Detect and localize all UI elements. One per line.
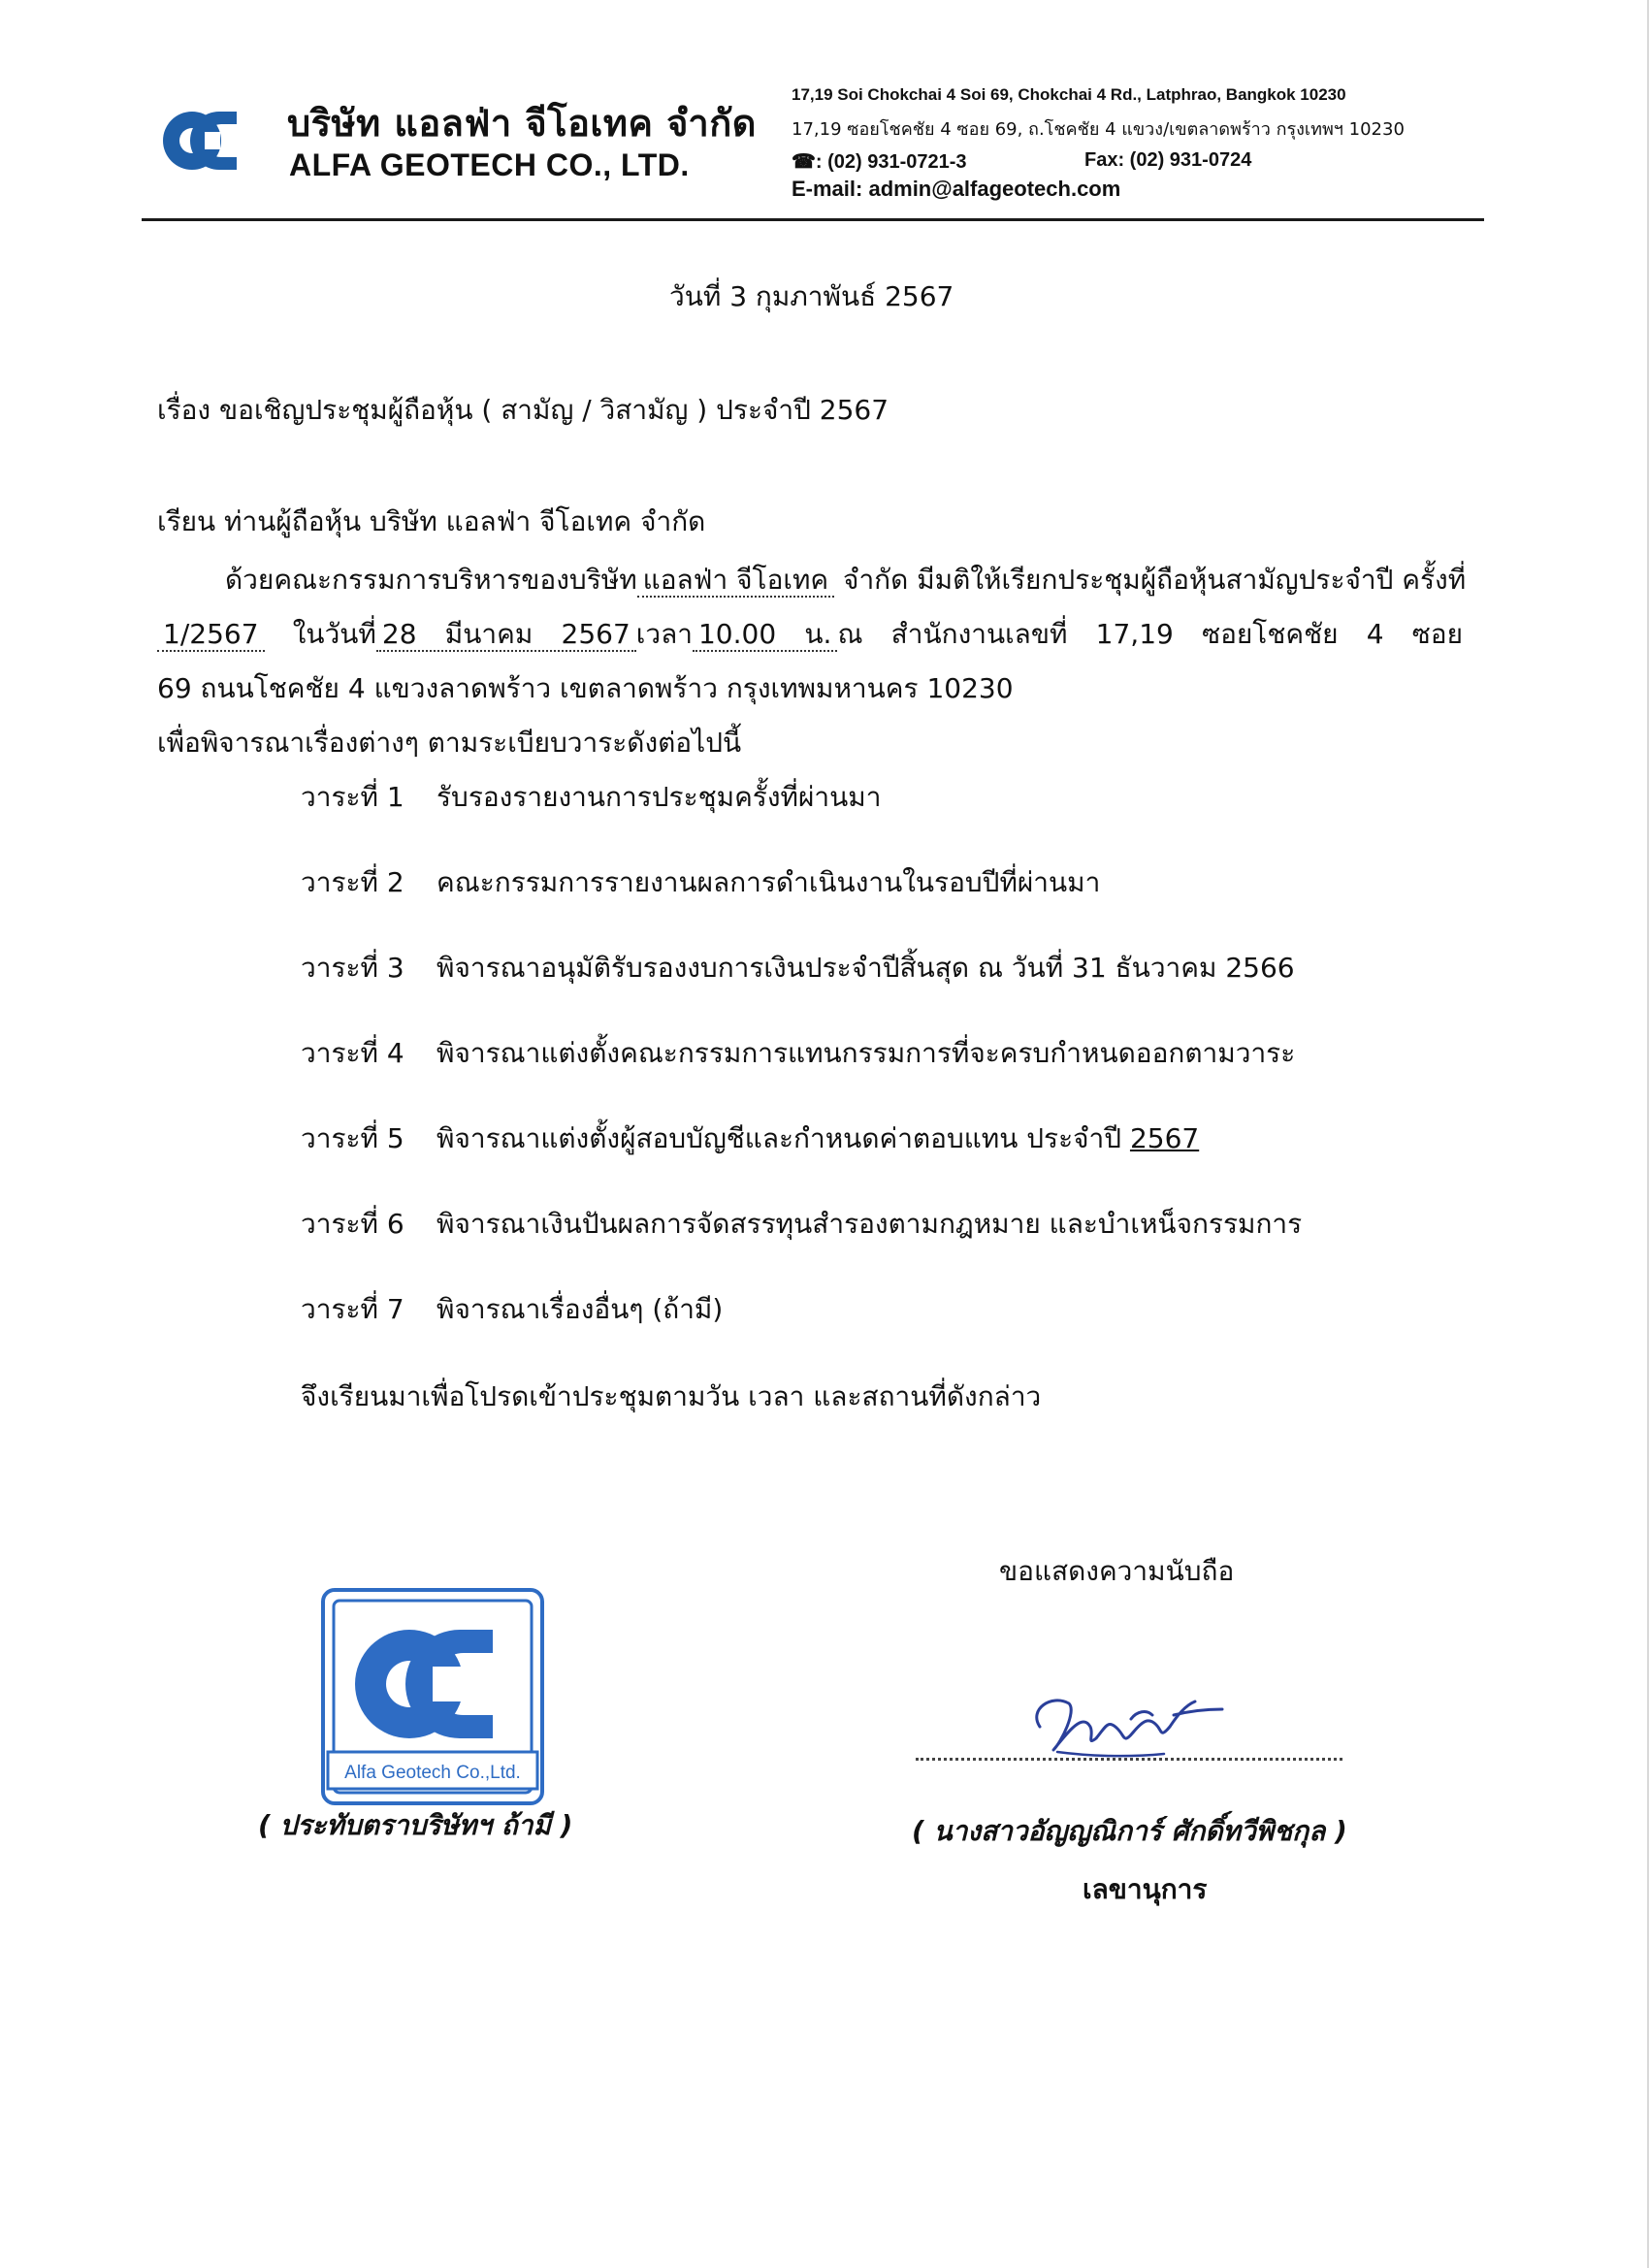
agenda-item [301,1032,1295,1075]
company-logo-icon [163,103,256,178]
signer-position: เลขานุการ [1083,1873,1208,1905]
agenda-text: พิจารณาอนุมัติรับรองงบการเงินประจำปีสิ้นสุด ณ วันที่ 31 ธันวาคม 2566 [436,952,1295,984]
agenda-number: วาระที่ 7 [301,1293,404,1325]
body-text: ณ สำนักงานเลขที่ 17,19 ซอยโชคชัย 4 ซอย [837,618,1464,650]
body-line-3: 69 ถนนโชคชัย 4 แขวงลาดพร้าว เขตลาดพร้าว กรุงเทพมหานคร 10230 [157,672,1014,704]
body-paragraph [157,553,1467,770]
body-text: ในวันที่ [264,618,376,650]
address-english: 17,19 Soi Chokchai 4 Soi 69, Chokchai 4 Rd., Latphrao, Bangkok 10230 [792,85,1346,104]
body-line-4: เพื่อพิจารณาเรื่องต่างๆ ตามระเบียบวาระดังต่อไปนี้ [157,727,742,759]
email: E-mail: admin@alfageotech.com [792,177,1121,201]
meeting-number-fill: 1/2567 [157,618,265,652]
stamp-text: Alfa Geotech Co.,Ltd. [344,1763,521,1783]
agenda-text: คณะกรรมการรายงานผลการดำเนินงานในรอบปีที่ผ่านมา [436,866,1101,898]
letter-date: วันที่ 3 กุมภาพันธ์ 2567 [669,280,954,312]
signer-name: ( นางสาวอัญญณิการ์ ศักดิ์ทวีพิชกุล ) [912,1815,1347,1847]
agenda-text: รับรองรายงานการประชุมครั้งที่ผ่านมา [436,781,882,813]
meeting-date-fill: 28 มีนาคม 2567 [376,618,636,652]
agenda-number: วาระที่ 5 [301,1122,404,1154]
agenda-year: 2567 [1129,1122,1200,1154]
agenda-number: วาระที่ 3 [301,952,404,984]
signature-line [916,1758,1342,1761]
address-thai: 17,19 ซอยโชคชัย 4 ซอย 69, ถ.โชคชัย 4 แขวง/เขตลาดพร้าว กรุงเทพฯ 10230 [792,119,1405,140]
agenda-item [301,1118,1199,1160]
stamp-caption: ( ประทับตราบริษัทฯ ถ้ามี ) [258,1809,573,1841]
closing-sentence: จึงเรียนมาเพื่อโปรดเข้าประชุมตามวัน เวลา และสถานที่ดังกล่าว [301,1380,1042,1412]
body-line-1 [157,553,1467,607]
company-fill: แอลฟ่า จีโอเทค [637,564,835,598]
company-stamp-icon [320,1587,545,1806]
agenda-number: วาระที่ 1 [301,781,404,813]
agenda-text: พิจารณาแต่งตั้งผู้สอบบัญชีและกำหนดค่าตอบแทน ประจำปี [436,1122,1130,1154]
letter-subject: เรื่อง ขอเชิญประชุมผู้ถือหุ้น ( สามัญ / วิสามัญ ) ประจำปี 2567 [157,394,889,426]
header-divider [142,218,1484,221]
letter-recipient: เรียน ท่านผู้ถือหุ้น บริษัท แอลฟ่า จีโอเทค จำกัด [157,505,706,537]
body-line-2 [157,607,1463,662]
company-name-english: ALFA GEOTECH CO., LTD. [289,147,690,182]
respect-phrase: ขอแสดงความนับถือ [999,1555,1235,1587]
meeting-time-fill: 10.00 น. [693,618,837,652]
telephone: ☎: (02) 931-0721-3 [792,151,967,173]
agenda-item [301,776,881,819]
agenda-item [301,947,1295,989]
fax: Fax: (02) 931-0724 [1084,149,1252,171]
agenda-item [301,1203,1302,1246]
agenda-text: พิจารณาเงินปันผลการจัดสรรทุนสำรองตามกฎหมาย และบำเหน็จกรรมการ [436,1208,1303,1240]
body-text: เวลา [635,618,693,650]
agenda-item [301,861,1100,904]
body-text: ด้วยคณะกรรมการบริหารของบริษัท [225,564,637,596]
body-text: จำกัด มีมติให้เรียกประชุมผู้ถือหุ้นสามัญประจำปี ครั้งที่ [834,564,1467,596]
agenda-number: วาระที่ 4 [301,1037,404,1069]
agenda-number: วาระที่ 2 [301,866,404,898]
agenda-text: พิจารณาเรื่องอื่นๆ (ถ้ามี) [436,1293,724,1325]
agenda-number: วาระที่ 6 [301,1208,404,1240]
agenda-text: พิจารณาแต่งตั้งคณะกรรมการแทนกรรมการที่จะครบกำหนดออกตามวาระ [436,1037,1296,1069]
company-name-thai: บริษัท แอลฟ่า จีโอเทค จำกัด [287,102,757,145]
agenda-item [301,1288,723,1331]
